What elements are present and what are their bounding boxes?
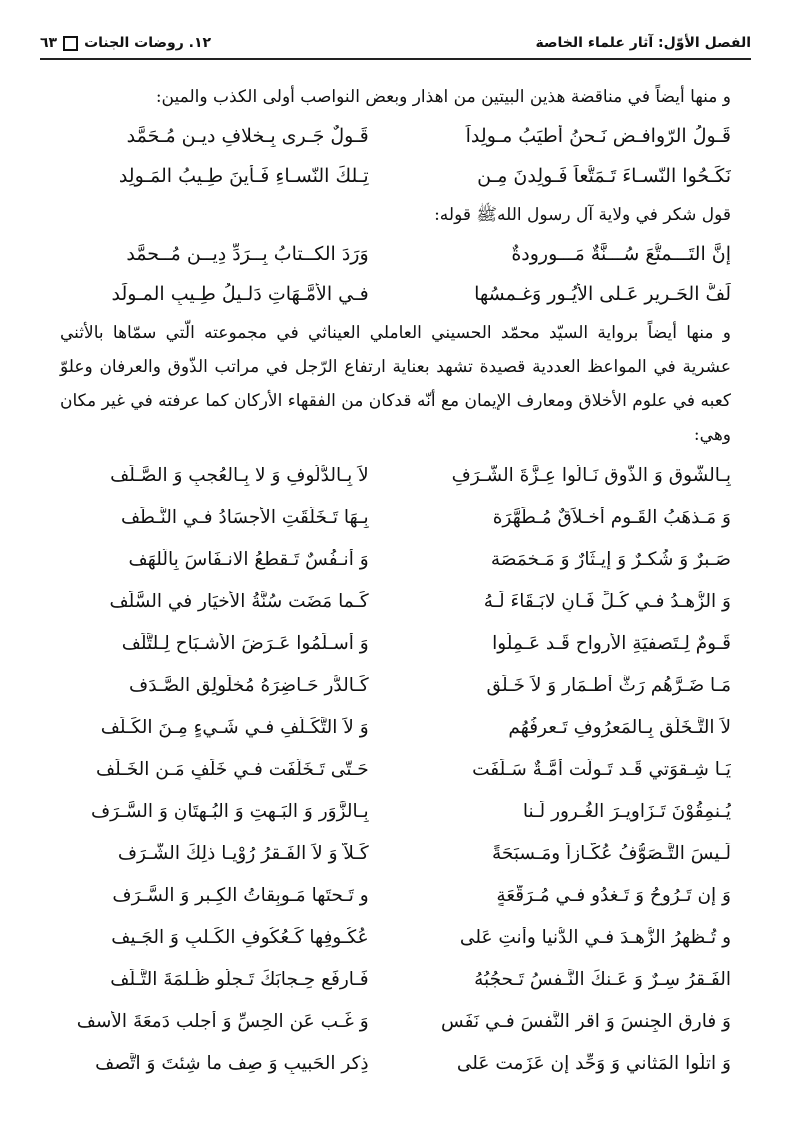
poem-block-3 [60,454,731,1084]
verse-second-hemistich: حَـتّى تَـخَلَّفَت فـي خَلَفٍ مَـنِ الخَـلَف [96,758,369,780]
verse-first-hemistich: لاَ التَّـخَلُّقِ بِـالمَعرُوفِ تَـعرِفُهُم [508,716,731,738]
verse-first-hemistich: الفَـقرُ سِـرٌ وَ عَـنكَ النَّـفسُ تَـحجُبُهُ [474,968,731,990]
verse-line [60,1042,731,1084]
verse-second-hemistich: فـي الأمَّـهَاتِ دَلـيلُ طِـيبِ المـولَد [111,283,369,305]
verse-line [60,622,731,664]
verse-first-hemistich: قَـولُ الرّوافـضِ نَـحنُ أطيَبُ مـولِداً [465,125,731,147]
verse-first-hemistich: وَ مَـذهَبُ القَـومِ أخـلاَقٌ مُـطَهَّرَة [492,506,731,528]
verse-line [60,116,731,156]
paragraph-intro-2: قول شكر في ولاية آل رسول اللهﷺ قوله: [434,205,731,225]
verse-first-hemistich: وَ إن تَـرُوحُ وَ تَـغدُو فـي مُـرَقَّعَةٍ [496,884,731,906]
verse-line [60,748,731,790]
verse-first-hemistich: و تُـظهِرُ الزُّهـدَ فـي الدُّنيا وأنتِ عَلى [459,926,731,948]
verse-first-hemistich: وَ فارِقِ الجِنسَ وَ اقرِ النَّفسَ فـي نَفَس [441,1010,731,1032]
verse-second-hemistich: كَـالدُّرِ حَـاضِرَهُ مُخلَولِق الصَّـدَف [129,674,369,696]
verse-second-hemistich: تِـلكَ النّسـاءِ فَـأينَ طِـيبُ المَـولِد [118,165,369,187]
poem-block-2 [60,234,731,314]
verse-line [60,1000,731,1042]
verse-first-hemistich: قَـومٌ لِـتَصفيَةِ الأرواحِ قَـد عَـمِلُوا [492,632,731,654]
chapter-title: الفصل الأوّل: آثار علماء الخاصة [535,35,751,51]
verse-line [60,274,731,314]
verse-second-hemistich: عُكُـوفِها كَـعُكُوفِ الكَـلبِ وَ الجَـيف [111,926,369,948]
poem-block-1 [60,116,731,196]
verse-line [60,580,731,622]
verse-line [60,832,731,874]
verse-first-hemistich: وَ الزُّهـدُ فـي كُـلِّ فَـانٍ لابَـقَاءَ لَـهُ [483,590,731,612]
header-divider [40,58,751,60]
verse-second-hemistich: وَرَدَ الكــتابُ بِــرَدِّ دِيــنِ مُــحمَّد [126,243,369,265]
verse-line [60,706,731,748]
verse-first-hemistich: لَفُّ الحَـرير عَـلى الأيُـورِ وَغـمسُها [474,283,731,305]
verse-second-hemistich: وَ لاَ التَّكَـلُّفِ فـي شَـيءٍ مِـنَ الكَـلَف [100,716,369,738]
verse-first-hemistich: مَـا ضَـرَّهُم رَثُّ أطـمَارٍ وَ لاَ خَـلَق [486,674,731,696]
verse-line [60,874,731,916]
verse-first-hemistich: وَ اتلُوا المَثاني وَ وَحِّد إن عَزَمت عَلى [456,1052,731,1074]
verse-first-hemistich: نَكَـحُوا النّسـاءَ تَـمَتُّعاً فَـولِدنَ مِـن [477,165,731,187]
verse-line [60,234,731,274]
book-title: ١٢. روضات الجنات [84,35,212,51]
verse-second-hemistich: فَـارفَع حِـجابَكَ تَـجلُو ظُـلمَةَ التَّـلَف [110,968,369,990]
page-number: ٦٣ [40,35,58,51]
verse-second-hemistich: وَ أسـلَمُوا عَـرَضَ الأشـبَاحِ لِـلتَّلَف [121,632,369,654]
header-book-info [40,35,211,51]
verse-second-hemistich: وَ غَـب عَنِ الحِسِّ وَ أجلب دَمعَةَ الأسف [76,1010,369,1032]
verse-line [60,538,731,580]
verse-second-hemistich: كَـلاَّ وَ لاَ الفَـقرُ رُوْيـا ذلِكَ الشَّـرَف [117,842,369,864]
verse-second-hemistich: ذِكرِ الحَبيبِ وَ صِف ما شِئتَ وَ اتَّصف [95,1052,369,1074]
verse-line [60,496,731,538]
running-header [40,30,751,56]
verse-second-hemistich: بِـهَا تَـخَلَّقَتِ الأجسَادُ فـي النُّـطَف [120,506,369,528]
verse-second-hemistich: قَـولٌ جَـرى بِـخلافِ ديـنِ مُـحَمَّد [126,125,369,147]
paragraph-intro-3: و منها أيضاً برواية السيّد محمّد الحسيني العاملي العيناثي في مجموعته الّتي سمّاها بالأثني عشرية في المواعظ العددية قصيدة تشهد بعناية ارتفاع الرّجل في مراتب الذّوق والعرفان وعلوّ كعبه في علوم الأخلاق ومعارف الإيمان مع أنّه قدكان من الفقهاء الأركان كما عرفته في غير مكان وهي: [60,323,731,445]
verse-first-hemistich: صَـبرٌ وَ شُكـرٌ وَ إيـثَارٌ وَ مَـخمَصَة [490,548,731,570]
verse-first-hemistich: لَـيسَ التَّـصَوُّفُ عُكَّـازاً ومَـسبَحَةً [491,842,731,864]
verse-second-hemistich: لاَ بِـالدُّلُوفِ وَ لا بِـالعُجبِ وَ الصَّـلَف [110,464,369,486]
verse-first-hemistich: بِـالشَّوقِ وَ الذَّوقِ نَـالُوا عِـزَّةَ الشَّـرَفِ [451,464,731,486]
verse-line [60,664,731,706]
verse-second-hemistich: و تَـحتَها مَـوبِقاتُ الكِـبرِ وَ السَّـرَف [112,884,369,906]
verse-line [60,156,731,196]
verse-line [60,454,731,496]
verse-first-hemistich: يَـا شِـقوَتي قَـد تَـولَّت أُمَّـةٌ سَـلَفَت [472,758,731,780]
page-body [60,80,731,1086]
verse-second-hemistich: بِـالزَّوَرِ وَ البَـهتِ وَ البُـهتَانِ وَ السَّـرَف [90,800,369,822]
verse-line [60,916,731,958]
verse-first-hemistich: إنَّ التَـــمتُّعَ سُـــنَّةٌ مَـــورودةٌ [511,243,731,265]
verse-second-hemistich: وَ أنـفُسٌ تَـقطعُ الانـفَاسَ بِالّلهَف [128,548,369,570]
verse-first-hemistich: يُـنمِقُوْنَ تَـزَاوِيـرَ الغُـرورِ لَـنا [522,800,731,822]
paragraph-intro-1: و منها أيضاً في مناقضة هذين البيتين من اهذار وبعض النواصب أولى الكذب والمين: [155,87,731,107]
verse-line [60,958,731,1000]
square-icon [63,36,78,51]
verse-second-hemistich: كَـما مَضَت سُنَّةُ الأخيَارِ في السَّلَف [109,590,369,612]
verse-line [60,790,731,832]
